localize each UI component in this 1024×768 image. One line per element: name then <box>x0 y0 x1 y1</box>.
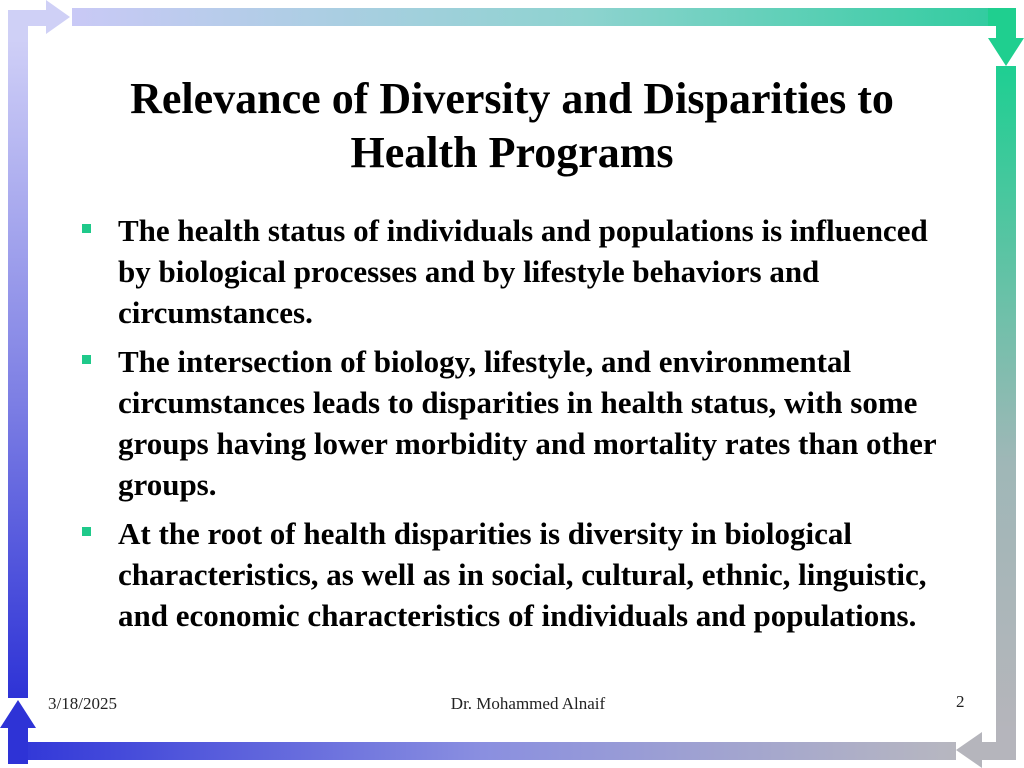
arrow-down-icon <box>988 8 1024 68</box>
slide-title-line-1: Relevance of Diversity and Disparities to <box>130 74 894 123</box>
arrow-left-icon <box>956 726 1020 768</box>
frame-left-bar <box>8 36 28 698</box>
square-bullet-icon <box>82 224 91 233</box>
slide-title-line-2: Health Programs <box>350 128 674 177</box>
bullet-item <box>80 341 960 505</box>
square-bullet-icon <box>82 355 91 364</box>
footer-date: 3/18/2025 <box>48 694 117 713</box>
bullet-text: The intersection of biology, lifestyle, and environmental circumstances leads to disparities in health status, with some groups having lower morbidity and mortality rates than other groups. <box>118 344 937 502</box>
bullet-item <box>80 513 960 636</box>
frame-top-bar <box>72 8 1008 26</box>
footer-author: Dr. Mohammed Alnaif <box>450 694 606 713</box>
square-bullet-icon <box>82 527 91 536</box>
page-number: 2 <box>956 692 965 711</box>
bullet-list <box>80 210 960 644</box>
arrow-up-icon <box>0 700 36 764</box>
bullet-text: At the root of health disparities is diversity in biological characteristics, as well as in social, cultural, ethnic, linguistic, and economic characteristics of individuals and populations. <box>118 516 927 633</box>
arrow-right-icon <box>8 0 72 40</box>
frame-right-bar <box>996 66 1016 726</box>
frame-bottom-bar <box>8 742 956 760</box>
slide-title <box>60 72 964 180</box>
bullet-text: The health status of individuals and populations is influenced by biological processes and by lifestyle behaviors and circumstances. <box>118 213 928 330</box>
bullet-item <box>80 210 960 333</box>
